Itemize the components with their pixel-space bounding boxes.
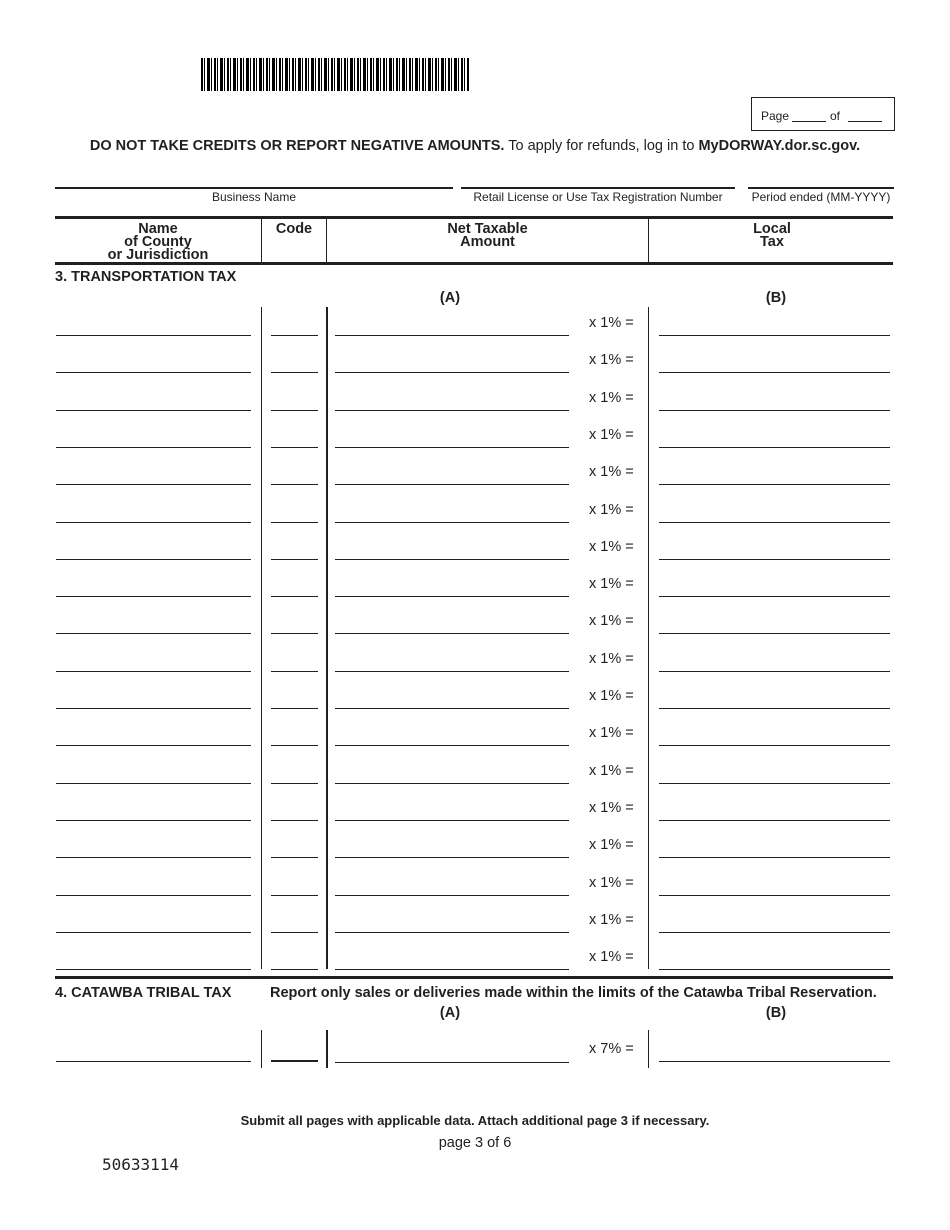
code-field[interactable] bbox=[271, 633, 318, 634]
net-taxable-amount-field[interactable] bbox=[335, 820, 569, 821]
rate-label: x 1% = bbox=[589, 800, 634, 816]
code-field[interactable] bbox=[271, 447, 318, 448]
code-field[interactable] bbox=[271, 372, 318, 373]
net-taxable-amount-field[interactable] bbox=[335, 708, 569, 709]
page-number-box bbox=[751, 97, 895, 131]
col-name-l1: Name bbox=[138, 221, 178, 237]
section4-col-b: (B) bbox=[765, 1005, 787, 1021]
col-net-header bbox=[327, 223, 648, 249]
rate-label: x 1% = bbox=[589, 688, 634, 704]
code-field[interactable] bbox=[271, 969, 318, 970]
county-field[interactable] bbox=[56, 372, 251, 373]
county-field[interactable] bbox=[56, 820, 251, 821]
rate-label: x 1% = bbox=[589, 502, 634, 518]
code-field[interactable] bbox=[271, 820, 318, 821]
net-taxable-amount-field[interactable] bbox=[335, 410, 569, 411]
local-tax-field[interactable] bbox=[659, 857, 890, 858]
col-code-header: Code bbox=[275, 221, 313, 237]
county-field[interactable] bbox=[56, 335, 251, 336]
page-label: Page bbox=[761, 109, 790, 123]
warning-site-link: MyDORWAY.dor.sc.gov. bbox=[698, 138, 861, 154]
net-taxable-amount-field[interactable] bbox=[335, 372, 569, 373]
section4-divider-1 bbox=[261, 1030, 262, 1068]
net-taxable-amount-field[interactable] bbox=[335, 633, 569, 634]
local-tax-field[interactable] bbox=[659, 895, 890, 896]
net-taxable-amount-field[interactable] bbox=[335, 895, 569, 896]
local-tax-field[interactable] bbox=[659, 559, 890, 560]
rate-label: x 1% = bbox=[589, 315, 634, 331]
rate-label: x 1% = bbox=[589, 875, 634, 891]
footer-page-number: page 3 of 6 bbox=[438, 1135, 512, 1151]
county-field[interactable] bbox=[56, 559, 251, 560]
barcode bbox=[201, 58, 469, 91]
col-net-l2: Amount bbox=[460, 234, 515, 250]
local-tax-field[interactable] bbox=[659, 932, 890, 933]
county-field[interactable] bbox=[56, 522, 251, 523]
section4-note: Report only sales or deliveries made within the limits of the Catawba Tribal Reservation. bbox=[270, 985, 877, 1001]
warning-plain: To apply for refunds, log in to bbox=[504, 138, 699, 154]
county-field[interactable] bbox=[56, 708, 251, 709]
local-tax-field[interactable] bbox=[659, 969, 890, 970]
business-name-label: Business Name bbox=[211, 190, 297, 204]
col-local-header bbox=[649, 223, 895, 249]
net-taxable-amount-field[interactable] bbox=[335, 671, 569, 672]
county-field[interactable] bbox=[56, 633, 251, 634]
catawba-rate-label: x 7% = bbox=[589, 1041, 634, 1057]
catawba-county-field[interactable] bbox=[56, 1061, 251, 1062]
business-name-field[interactable] bbox=[55, 187, 453, 189]
net-taxable-amount-field[interactable] bbox=[335, 596, 569, 597]
net-taxable-amount-field[interactable] bbox=[335, 783, 569, 784]
net-taxable-amount-field[interactable] bbox=[335, 335, 569, 336]
warning-text bbox=[0, 138, 950, 154]
local-tax-field[interactable] bbox=[659, 335, 890, 336]
rate-label: x 1% = bbox=[589, 837, 634, 853]
section3-divider-1 bbox=[261, 307, 262, 969]
period-ended-field[interactable] bbox=[748, 187, 894, 189]
code-field[interactable] bbox=[271, 596, 318, 597]
local-tax-field[interactable] bbox=[659, 745, 890, 746]
net-taxable-amount-field[interactable] bbox=[335, 447, 569, 448]
county-field[interactable] bbox=[56, 484, 251, 485]
local-tax-field[interactable] bbox=[659, 410, 890, 411]
col-net-l1: Net Taxable bbox=[447, 221, 528, 237]
section4-col-a: (A) bbox=[439, 1005, 461, 1021]
local-tax-field[interactable] bbox=[659, 783, 890, 784]
rate-label: x 1% = bbox=[589, 427, 634, 443]
catawba-tax-field[interactable] bbox=[659, 1061, 890, 1062]
local-tax-field[interactable] bbox=[659, 633, 890, 634]
code-field[interactable] bbox=[271, 522, 318, 523]
code-field[interactable] bbox=[271, 335, 318, 336]
code-field[interactable] bbox=[271, 484, 318, 485]
code-field[interactable] bbox=[271, 895, 318, 896]
warning-bold: DO NOT TAKE CREDITS OR REPORT NEGATIVE AMOUNTS. bbox=[89, 138, 505, 154]
section4-divider-2 bbox=[326, 1030, 328, 1068]
header-top-rule bbox=[55, 216, 893, 219]
county-field[interactable] bbox=[56, 969, 251, 970]
rate-label: x 1% = bbox=[589, 576, 634, 592]
net-taxable-amount-field[interactable] bbox=[335, 559, 569, 560]
net-taxable-amount-field[interactable] bbox=[335, 857, 569, 858]
col-name-header bbox=[55, 223, 261, 262]
code-field[interactable] bbox=[271, 932, 318, 933]
rate-label: x 1% = bbox=[589, 763, 634, 779]
code-field[interactable] bbox=[271, 857, 318, 858]
county-field[interactable] bbox=[56, 410, 251, 411]
local-tax-field[interactable] bbox=[659, 708, 890, 709]
county-field[interactable] bbox=[56, 857, 251, 858]
local-tax-field[interactable] bbox=[659, 372, 890, 373]
section3-col-a: (A) bbox=[439, 290, 461, 306]
code-field[interactable] bbox=[271, 410, 318, 411]
form-number: 50633114 bbox=[102, 1155, 180, 1174]
county-field[interactable] bbox=[56, 671, 251, 672]
section3-title: 3. TRANSPORTATION TAX bbox=[55, 269, 237, 285]
section3-divider-3 bbox=[648, 307, 649, 969]
code-field[interactable] bbox=[271, 671, 318, 672]
local-tax-field[interactable] bbox=[659, 596, 890, 597]
col-local-l1: Local bbox=[753, 221, 791, 237]
of-label: of bbox=[830, 109, 841, 123]
code-field[interactable] bbox=[271, 559, 318, 560]
code-field[interactable] bbox=[271, 708, 318, 709]
net-taxable-amount-field[interactable] bbox=[335, 932, 569, 933]
period-ended-label: Period ended (MM-YYYY) bbox=[751, 190, 891, 204]
net-taxable-amount-field[interactable] bbox=[335, 745, 569, 746]
county-field[interactable] bbox=[56, 783, 251, 784]
rate-label: x 1% = bbox=[589, 725, 634, 741]
net-taxable-amount-field[interactable] bbox=[335, 484, 569, 485]
section4-title: 4. CATAWBA TRIBAL TAX bbox=[55, 985, 232, 1001]
local-tax-field[interactable] bbox=[659, 820, 890, 821]
local-tax-field[interactable] bbox=[659, 522, 890, 523]
rate-label: x 1% = bbox=[589, 949, 634, 965]
page-number-field[interactable] bbox=[792, 121, 826, 122]
code-field[interactable] bbox=[271, 783, 318, 784]
county-field[interactable] bbox=[56, 745, 251, 746]
code-field[interactable] bbox=[271, 745, 318, 746]
section3-divider-2 bbox=[326, 307, 328, 969]
col-local-l2: Tax bbox=[760, 234, 784, 250]
col-name-l2: of County bbox=[124, 234, 192, 250]
rate-label: x 1% = bbox=[589, 613, 634, 629]
local-tax-field[interactable] bbox=[659, 671, 890, 672]
license-number-field[interactable] bbox=[461, 187, 735, 189]
net-taxable-amount-field[interactable] bbox=[335, 969, 569, 970]
local-tax-field[interactable] bbox=[659, 447, 890, 448]
rate-label: x 1% = bbox=[589, 464, 634, 480]
rate-label: x 1% = bbox=[589, 390, 634, 406]
rate-label: x 1% = bbox=[589, 352, 634, 368]
county-field[interactable] bbox=[56, 447, 251, 448]
rate-label: x 1% = bbox=[589, 912, 634, 928]
rate-label: x 1% = bbox=[589, 539, 634, 555]
catawba-amount-field[interactable] bbox=[335, 1062, 569, 1063]
county-field[interactable] bbox=[56, 596, 251, 597]
section3-col-b: (B) bbox=[765, 290, 787, 306]
net-taxable-amount-field[interactable] bbox=[335, 522, 569, 523]
page-total-field[interactable] bbox=[848, 121, 882, 122]
footer-instruction: Submit all pages with applicable data. Attach additional page 3 if necessary. bbox=[240, 1113, 710, 1128]
rate-label: x 1% = bbox=[589, 651, 634, 667]
local-tax-field[interactable] bbox=[659, 484, 890, 485]
section4-divider-3 bbox=[648, 1030, 649, 1068]
col-name-l3: or Jurisdiction bbox=[107, 247, 209, 263]
section3-bottom-rule bbox=[55, 976, 893, 979]
county-field[interactable] bbox=[56, 895, 251, 896]
catawba-code-field[interactable] bbox=[271, 1060, 318, 1062]
county-field[interactable] bbox=[56, 932, 251, 933]
license-number-label: Retail License or Use Tax Registration Number bbox=[473, 190, 723, 204]
